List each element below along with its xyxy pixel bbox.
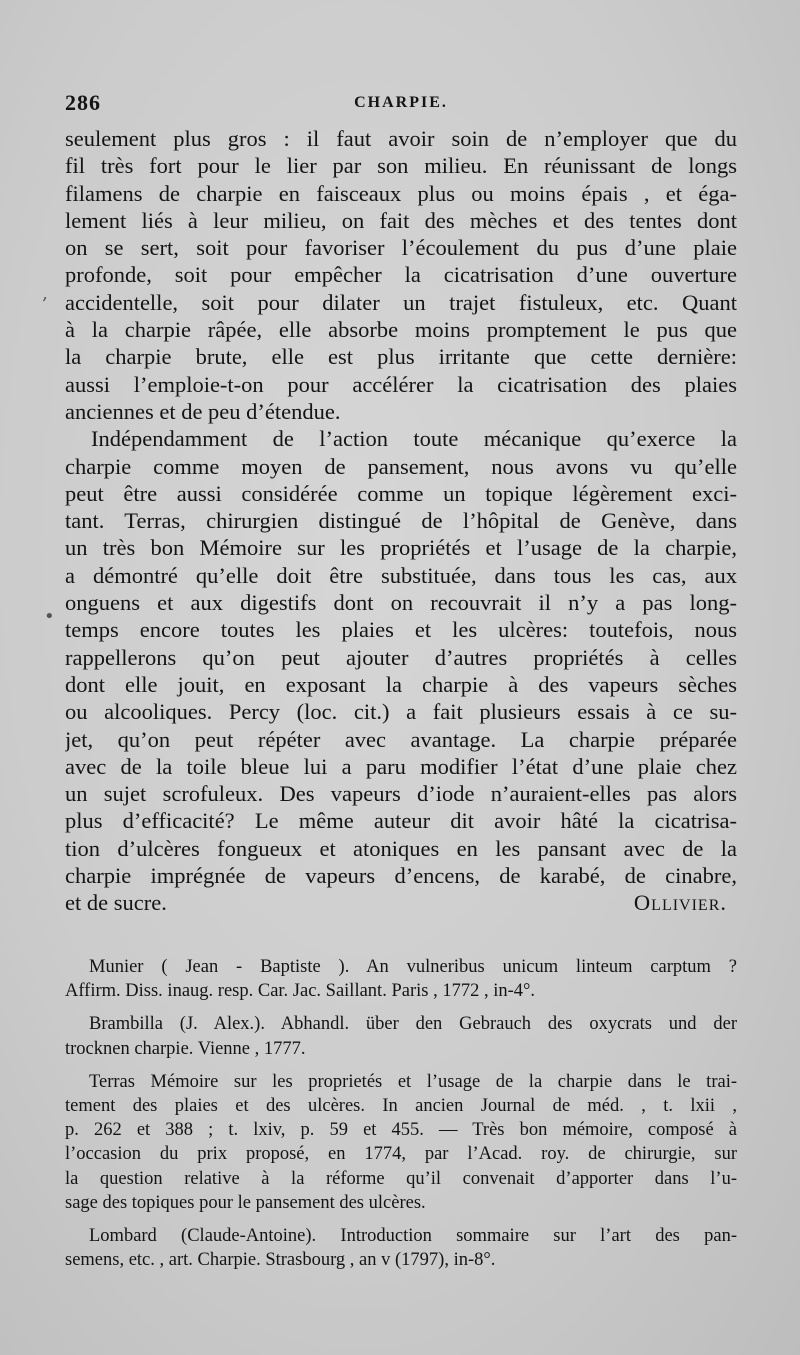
bibliography-entry [65, 1070, 737, 1215]
text-line: filamens de charpie en faisceaux plus ou moins épais , et éga- [65, 180, 737, 206]
text-line: accidentelle, soit pour dilater un trajet fistuleux, etc. Quant [65, 289, 737, 315]
text-line: profonde, soit pour empêcher la cicatrisation d’une ouverture [65, 262, 737, 288]
main-text [65, 125, 737, 917]
bibliography-line: Munier ( Jean - Baptiste ). An vulneribus unicum linteum carptum ? [89, 957, 737, 977]
text-line: jet, qu’on peut répéter avec avantage. La charpie préparée [65, 726, 737, 752]
text-line: peut être aussi considérée comme un topique légèrement exci- [65, 480, 737, 506]
closing-line [65, 889, 737, 916]
bibliography-line: Lombard (Claude-Antoine). Introduction sommaire sur l’art des pan- [89, 1226, 737, 1247]
bibliography-line: l’occasion du prix proposé, en 1774, par l’Acad. roy. de chirurgie, sur [65, 1144, 737, 1165]
running-head: CHARPIE. [354, 94, 448, 111]
page-number: 286 [65, 90, 101, 115]
text-line: ou alcooliques. Percy (loc. cit.) a fait plusieurs essais à ce su- [65, 699, 737, 725]
bibliography-line: Terras Mémoire sur les proprietés et l’usage de la charpie dans le trai- [89, 1071, 737, 1092]
text-line: un sujet scrofuleux. Des vapeurs d’iode n’auraient-elles pas alors [65, 781, 737, 807]
text-line: la charpie brute, elle est plus irritante que cette dernière: [65, 344, 737, 370]
bibliography-entry [65, 955, 737, 1003]
text-line: a démontré qu’elle doit être substituée, dans tous les cas, aux [65, 562, 737, 588]
bibliography-line: p. 262 et 388 ; t. lxiv, p. 59 et 455. — Très bon mémoire, composé à [65, 1120, 737, 1141]
margin-mark: • [44, 606, 55, 627]
bibliography-entry [65, 1224, 737, 1272]
closing-text: et de sucre. [65, 890, 167, 916]
text-line: onguens et aux digestifs dont on recouvrait il n’y a pas long- [65, 590, 737, 616]
text-line: tant. Terras, chirurgien distingué de l’hôpital de Genève, dans [65, 508, 737, 534]
text-line: seulement plus gros : il faut avoir soin de n’employer que du [65, 126, 737, 151]
author-signature: Ollivier. [633, 890, 727, 916]
bibliography-entry [65, 1012, 737, 1060]
text-line: à la charpie râpée, elle absorbe moins promptement le pus que [65, 317, 737, 343]
bibliography-line: semens, etc. , art. Charpie. Strasbourg , an v (1797), in-8°. [65, 1250, 496, 1271]
text-line: anciennes et de peu d’étendue. [65, 398, 341, 424]
text-line: plus d’efficacité? Le même auteur dit avoir hâté la cicatrisa- [65, 808, 737, 834]
text-line: fil très fort pour le lier par son milieu. En réunissant de longs [65, 153, 737, 179]
text-line: un très bon Mémoire sur les propriétés et l’usage de la charpie, [65, 535, 737, 561]
text-line: Indépendamment de l’action toute mécanique qu’exerce la [91, 426, 737, 452]
page-header [65, 90, 737, 122]
text-line: charpie imprégnée de vapeurs d’encens, de karabé, de cinabre, [65, 863, 737, 889]
bibliography-line: sage des topiques pour le pansement des ulcères. [65, 1192, 426, 1213]
text-line: on se sert, soit pour favoriser l’écoulement du pus d’une plaie [65, 235, 737, 261]
text-line: avec de la toile bleue lui a paru modifier l’état d’une plaie chez [65, 753, 737, 779]
text-line: lement liés à leur milieu, on fait des mèches et des tentes dont [65, 207, 737, 233]
text-line: rappellerons qu’on peut ajouter d’autres propriétés à celles [65, 644, 737, 670]
text-line: dont elle jouit, en exposant la charpie à des vapeurs sèches [65, 671, 737, 697]
bibliography-line: Brambilla (J. Alex.). Abhandl. über den Gebrauch des oxycrats und der [89, 1014, 737, 1035]
bibliography-line: tement des plaies et des ulcères. In ancien Journal de méd. , t. lxii , [65, 1096, 737, 1117]
bibliography [65, 955, 737, 1281]
bibliography-line: la question relative à la réforme qu’il convenait d’apporter dans l’u- [65, 1168, 737, 1189]
margin-mark: ‚ [42, 283, 48, 304]
text-line: temps encore toutes les plaies et les ulcères: toutefois, nous [65, 617, 737, 643]
text-line: aussi l’emploie-t-on pour accélérer la cicatrisation des plaies [65, 371, 737, 397]
text-line: tion d’ulcères fongueux et atoniques en les pansant avec de la [65, 835, 737, 861]
bibliography-line: Affirm. Diss. inaug. resp. Car. Jac. Saillant. Paris , 1772 , in-4°. [65, 981, 536, 1002]
bibliography-line: trocknen charpie. Vienne , 1777. [65, 1038, 306, 1059]
text-line: charpie comme moyen de pansement, nous avons vu qu’elle [65, 453, 737, 479]
